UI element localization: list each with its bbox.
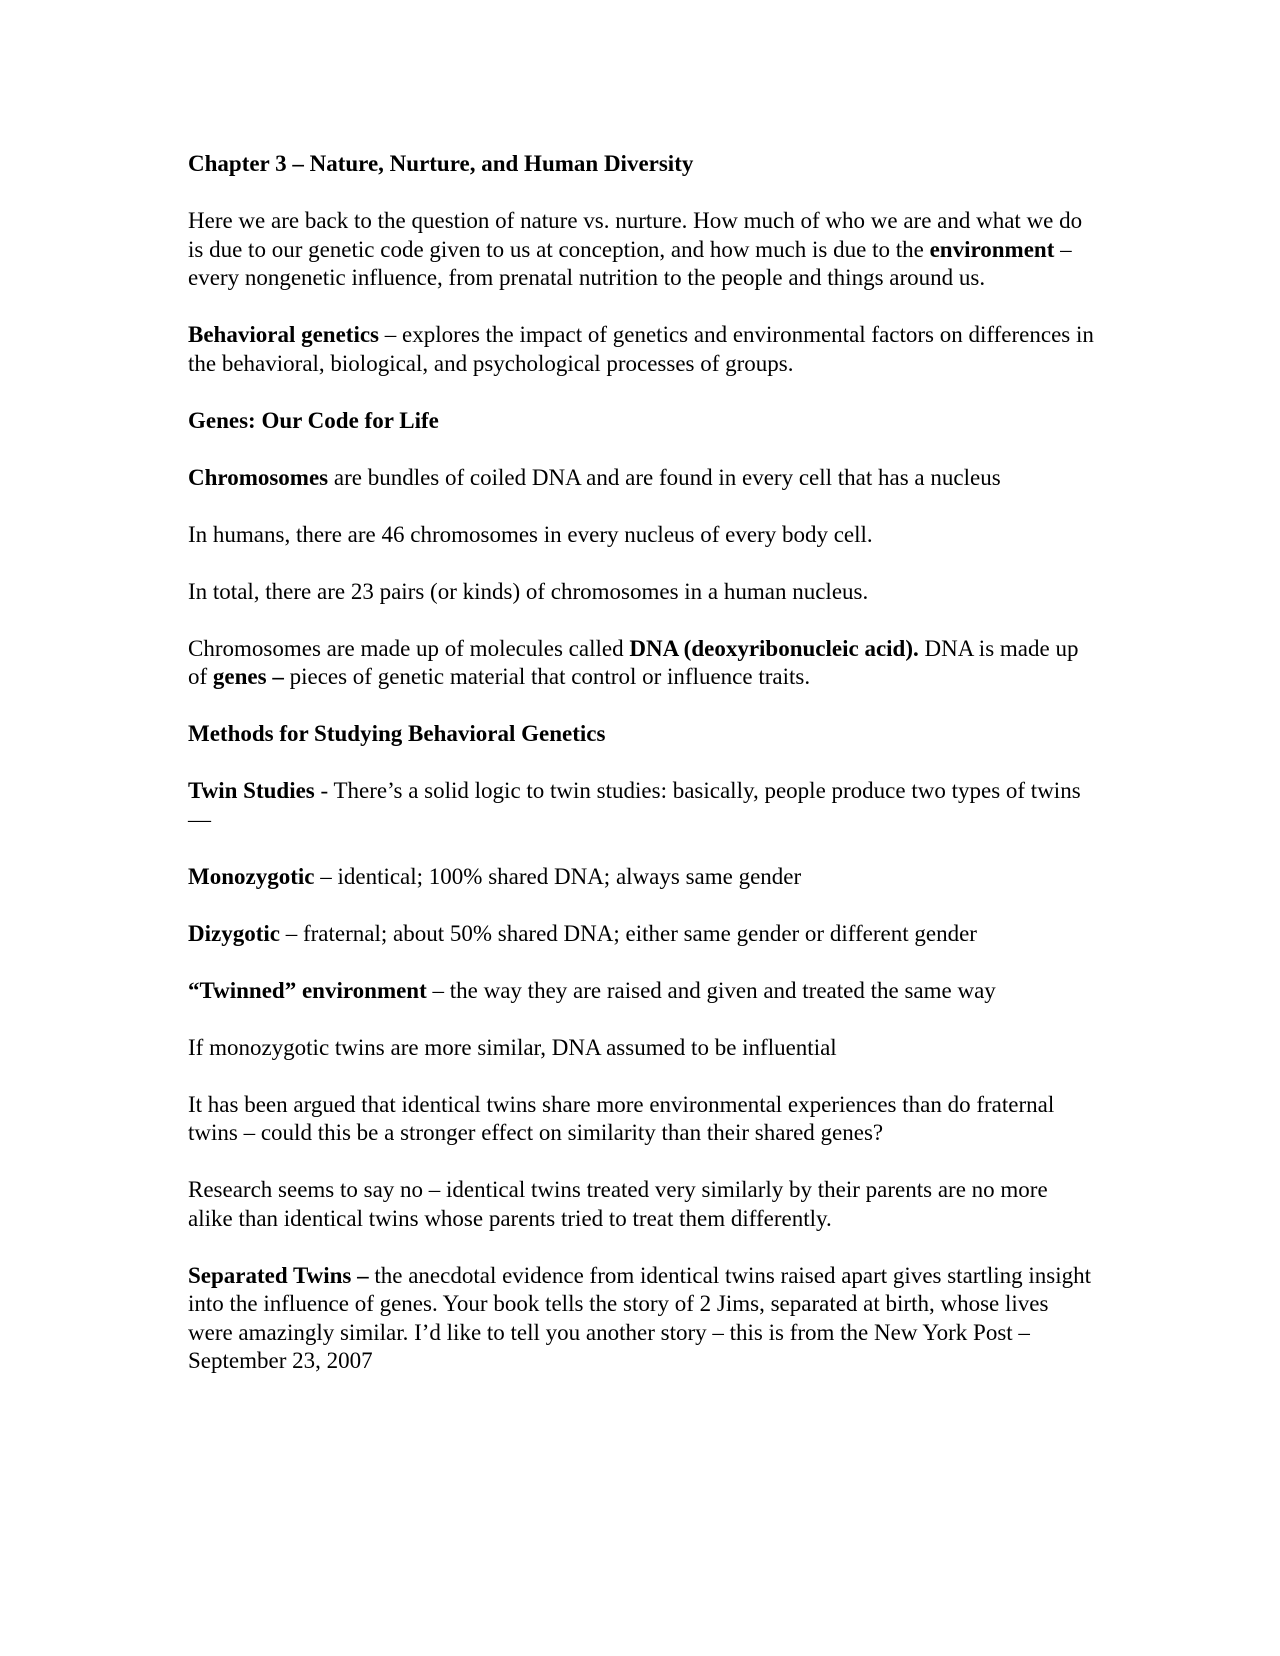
dna-text-1: Chromosomes are made up of molecules called [188, 635, 630, 661]
research-paragraph: Research seems to say no – identical twins treated very similarly by their parents are no more alike than identical twins whose parents tried to treat them differently. [188, 1177, 1048, 1231]
term-monozygotic: Monozygotic [188, 863, 315, 889]
term-genes: genes – [212, 664, 284, 689]
genes-heading: Genes: Our Code for Life [188, 407, 439, 433]
twinned-definition: – the way they are raised and given and treated the same way [426, 977, 996, 1003]
term-separated-twins: Separated Twins – [188, 1262, 369, 1288]
argued-paragraph: It has been argued that identical twins share more environmental experiences than do fraternal twins – could this be a stronger effect on similarity than their shared genes? [188, 1091, 1055, 1145]
behavioral-genetics-definition: – explores the impact of genetics and environmental factors on differences in the behavioral, biological, and psychological processes of groups. [188, 322, 1094, 376]
monozygotic-definition: – identical; 100% shared DNA; always same gender [314, 863, 802, 889]
chromosomes-paragraph [188, 464, 1098, 493]
humans-46-paragraph: In humans, there are 46 chromosomes in every nucleus of every body cell. [188, 521, 873, 547]
methods-heading: Methods for Studying Behavioral Genetics [188, 721, 606, 746]
chromosomes-definition: are bundles of coiled DNA and are found in every cell that has a nucleus [328, 464, 1001, 490]
term-twinned-environment: “Twinned” environment [188, 977, 427, 1003]
term-behavioral-genetics: Behavioral genetics [188, 322, 379, 347]
dizygotic-paragraph [188, 920, 1098, 949]
dna-text-3: pieces of genetic material that control or influence traits. [283, 664, 811, 689]
behavioral-genetics-paragraph [188, 321, 1098, 378]
intro-text-2: – every nongenetic influence, from prenatal nutrition to the people and things around us. [188, 236, 1072, 290]
twin-studies-definition: - There’s a solid logic to twin studies: basically, people produce two types of twins— [188, 778, 1081, 832]
term-environment: environment [929, 236, 1055, 262]
intro-paragraph [188, 207, 1098, 293]
separated-twins-paragraph [188, 1262, 1098, 1376]
term-chromosomes: Chromosomes [188, 464, 329, 490]
dizygotic-definition: – fraternal; about 50% shared DNA; either same gender or different gender [279, 920, 977, 946]
term-twin-studies: Twin Studies [188, 778, 315, 803]
twin-studies-paragraph [188, 777, 1098, 834]
monozygotic-paragraph [188, 863, 1098, 892]
separated-twins-definition: the anecdotal evidence from identical twins raised apart gives startling insight into the influence of genes. Your book tells the story of 2 Jims, separated at birth, whose lives were amazingly similar. I’d like to tell you another story – this is from the New York Post – September 23, 2007 [188, 1262, 1091, 1373]
mono-similar-paragraph: If monozygotic twins are more similar, DNA assumed to be influential [188, 1034, 837, 1060]
term-dizygotic: Dizygotic [188, 920, 280, 946]
chapter-title: Chapter 3 – Nature, Nurture, and Human Diversity [188, 151, 694, 176]
twinned-paragraph [188, 977, 1098, 1006]
dna-text-2: DNA is made up of [188, 635, 1079, 689]
pairs-23-paragraph: In total, there are 23 pairs (or kinds) of chromosomes in a human nucleus. [188, 578, 869, 604]
document-body [188, 150, 1098, 1404]
term-dna: DNA (deoxyribonucleic acid). [629, 635, 919, 661]
dna-paragraph [188, 635, 1098, 692]
intro-text-1: Here we are back to the question of nature vs. nurture. How much of who we are and what we do is due to our genetic code given to us at conception, and how much is due to the [188, 208, 1083, 262]
